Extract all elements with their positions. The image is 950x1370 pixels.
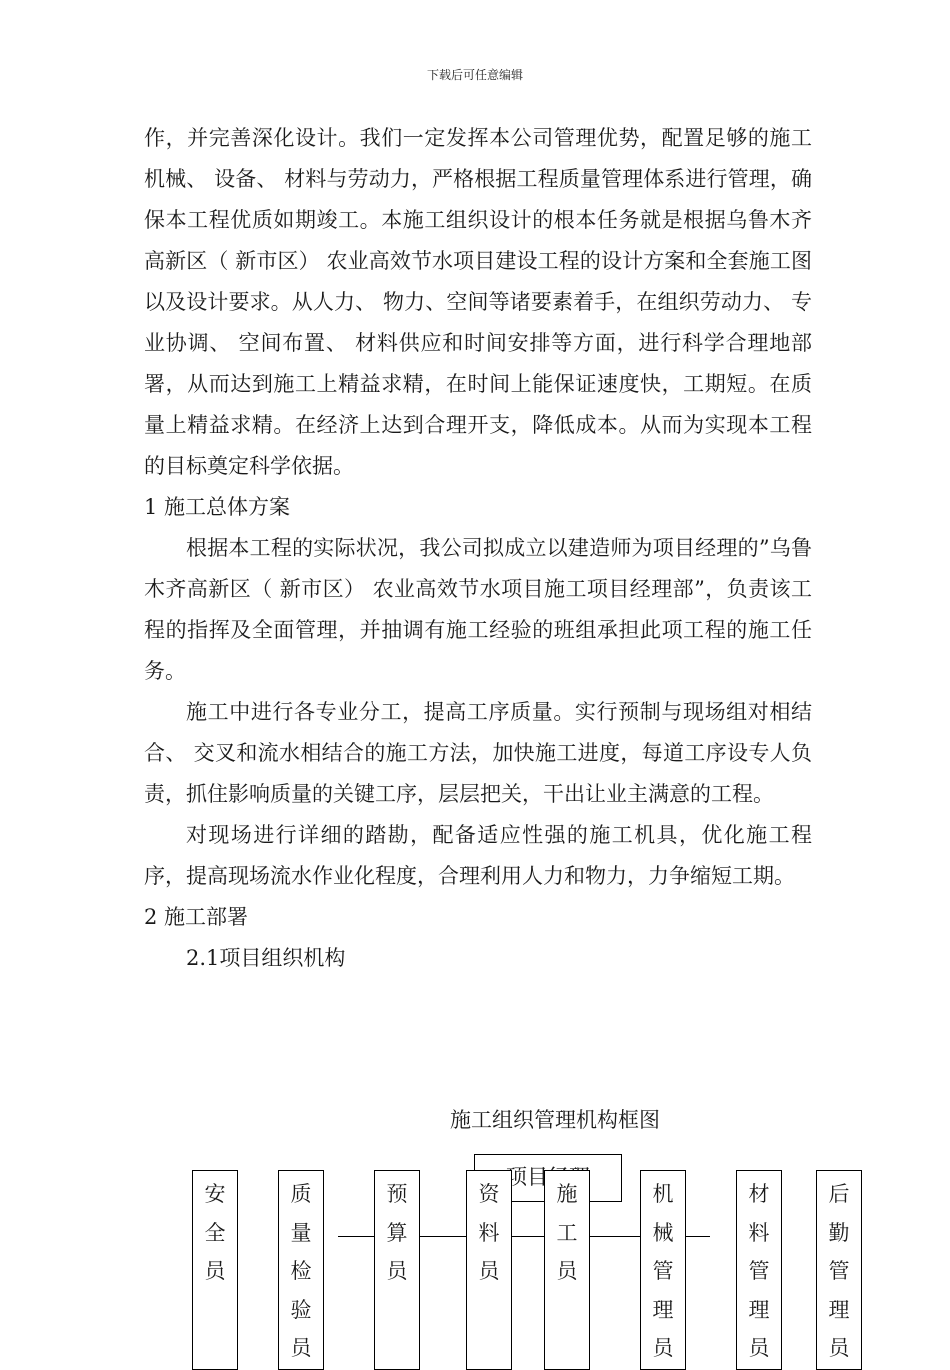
org-role-label	[193, 1171, 237, 1291]
org-role-char: 施	[556, 1182, 578, 1206]
org-role-char: 员	[748, 1336, 770, 1360]
org-role-char: 理	[828, 1297, 850, 1322]
org-role-label	[279, 1171, 323, 1368]
org-role-label	[467, 1171, 511, 1291]
org-role-char: 后	[828, 1182, 850, 1206]
org-role-documents	[466, 1170, 512, 1370]
org-role-char: 管	[828, 1259, 850, 1283]
org-role-char: 料	[748, 1220, 770, 1245]
org-role-char: 员	[204, 1259, 226, 1283]
org-role-char: 员	[478, 1259, 500, 1283]
org-role-label	[375, 1171, 419, 1291]
org-role-machinery	[640, 1170, 686, 1370]
org-role-char: 量	[290, 1220, 312, 1245]
org-role-char: 工	[556, 1220, 578, 1245]
org-role-char: 料	[478, 1220, 500, 1245]
section-heading-1: 1 施工总体方案	[144, 495, 291, 519]
org-role-char: 员	[652, 1336, 674, 1360]
paragraph-intro: 作，并完善深化设计。我们一定发挥本公司管理优势，配置足够的施工机械、 设备、 材料与劳动力，严格根据工程质量管理体系进行管理，确保本工程优质如期竣工。本施工组织设计的根本任务就是根据乌鲁木齐高新区（ 新市区） 农业高效节水项目建设工程的设计方案和全套施工图以及设计要求。从人力、 物力、空间等诸要素着手，在组织劳动力、 专业协调、 空间布置、 材料供应和时间安排等方面，进行科学合理地部署，从而达到施工上精益求精，在时间上能保证速度快，工期短。在质量上精益求精。在经济上达到合理开支，降低成本。从而为实现本工程的目标奠定科学依据。	[144, 126, 812, 478]
org-role-char: 员	[386, 1259, 408, 1283]
org-role-char: 质	[290, 1182, 312, 1206]
org-role-label	[641, 1171, 685, 1368]
org-role-char: 安	[204, 1182, 226, 1206]
org-role-char: 勤	[828, 1220, 850, 1245]
org-role-char: 管	[652, 1259, 674, 1283]
org-role-char: 预	[386, 1182, 408, 1206]
org-role-quality	[278, 1170, 324, 1370]
org-role-construction	[544, 1170, 590, 1370]
org-role-char: 员	[828, 1336, 850, 1360]
section-heading-2: 2 施工部署	[144, 905, 249, 929]
org-role-char: 算	[386, 1220, 408, 1245]
org-role-char: 械	[652, 1220, 674, 1245]
org-role-logistics	[816, 1170, 862, 1370]
org-role-char: 检	[290, 1259, 312, 1283]
org-role-char: 材	[748, 1182, 770, 1206]
org-role-materials	[736, 1170, 782, 1370]
org-role-safety	[192, 1170, 238, 1370]
paragraph-division: 施工中进行各专业分工，提高工序质量。实行预制与现场组对相结合、 交叉和流水相结合的施工方法，加快施工进度，每道工序设专人负责，抓住影响质量的关键工序，层层把关，干出让业主满意的工程。	[144, 700, 812, 806]
org-role-char: 资	[478, 1182, 500, 1206]
org-role-char: 员	[556, 1259, 578, 1283]
paragraph-survey: 对现场进行详细的踏勘，配备适应性强的施工机具，优化施工程序，提高现场流水作业化程度，合理利用人力和物力，力争缩短工期。	[144, 823, 812, 888]
document-body	[144, 118, 812, 979]
org-chart	[0, 1150, 950, 1360]
org-chart-title: 施工组织管理机构框图	[450, 1108, 660, 1132]
org-role-char: 管	[748, 1259, 770, 1283]
org-role-char: 理	[652, 1297, 674, 1322]
org-role-char: 全	[204, 1220, 226, 1245]
org-role-label	[817, 1171, 861, 1368]
org-role-char: 理	[748, 1297, 770, 1322]
subsection-heading-2-1: 2.1项目组织机构	[186, 946, 346, 970]
org-role-budget	[374, 1170, 420, 1370]
org-role-char: 员	[290, 1336, 312, 1360]
org-role-label	[545, 1171, 589, 1291]
paragraph-plan: 根据本工程的实际状况，我公司拟成立以建造师为项目经理的”乌鲁木齐高新区（ 新市区） 农业高效节水项目施工项目经理部”，负责该工程的指挥及全面管理，并抽调有施工经验的班组承担此项工程的施工任务。	[144, 536, 812, 683]
org-role-char: 机	[652, 1182, 674, 1206]
org-role-label	[737, 1171, 781, 1368]
org-role-char: 验	[290, 1297, 312, 1322]
page-header-note: 下载后可任意编辑	[426, 68, 523, 82]
